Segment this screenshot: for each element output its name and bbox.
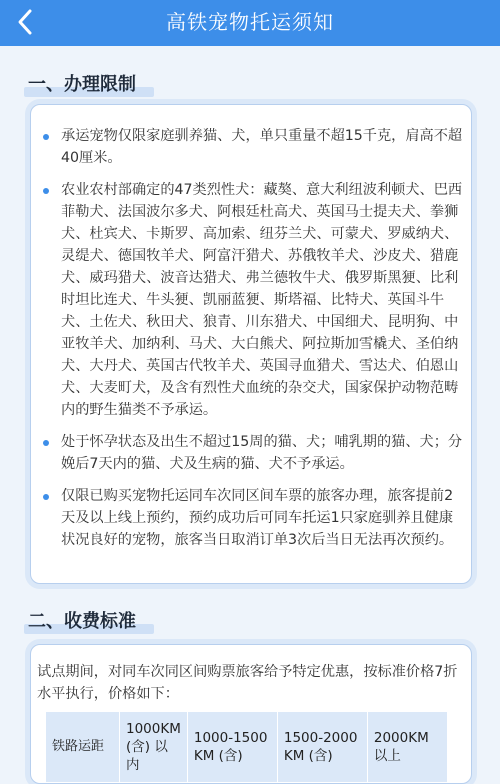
list-item-text: 仅限已购买宠物托运同车次同区间车票的旅客办理，旅客提前2天及以上线上预约，预约成功后可同车托运1只家庭驯养且健康状况良好的宠物，旅客当日取消订单3次后当日无法再次预约。 [61, 488, 454, 548]
section-heading-text: 一、办理限制 [28, 74, 136, 95]
table-header-cell: 1000-1500 KM (含) [187, 712, 277, 783]
section-heading-text: 二、收费标准 [28, 611, 136, 632]
list-item-text: 农业农村部确定的47类烈性犬：藏獒、意大利纽波利顿犬、巴西菲勒犬、法国波尔多犬、阿根廷杜高犬、英国马士提夫犬、拳狮犬、杜宾犬、卡斯罗、高加索、纽芬兰犬、可蒙犬、罗威纳犬、灵缇犬、德国牧羊犬、阿富汗猎犬、苏俄牧羊犬、沙皮犬、猎鹿犬、威玛猎犬、波音达猎犬、弗兰德牧牛犬、俄罗斯黑㹴、比利时坦比连犬、牛头㹴、凯丽蓝㹴、斯塔福、比特犬、英国斗牛犬、土佐犬、秋田犬、狼青、川东猎犬、中国细犬、昆明狗、中亚牧羊犬、加纳利、马犬、大白熊犬、阿拉斯加雪橇犬、圣伯纳犬、大丹犬、英国古代牧羊犬、英国寻血猎犬、雪达犬、伯恩山犬、大麦町犬，及含有烈性犬血统的杂交犬，国家保护动物范畴内的野生猫类不予承运。 [61, 182, 463, 418]
table-header-cell: 2000KM 以上 [367, 712, 447, 783]
list-item [43, 431, 463, 475]
bullet-dot-icon [43, 134, 49, 140]
table-header-row [46, 712, 448, 783]
list-item [43, 179, 463, 421]
list-item-text: 承运宠物仅限家庭驯养猫、犬，单只重量不超15千克，肩高不超40厘米。 [61, 128, 463, 166]
fees-intro-text: 试点期间，对同车次同区间购票旅客给予特定优惠，按标准价格7折水平执行，价格如下： [37, 664, 458, 702]
top-nav-bar [0, 0, 500, 46]
section-heading-restrictions [28, 70, 136, 100]
table-header-cell: 铁路运距 [46, 712, 120, 783]
list-item [43, 125, 463, 169]
list-item-text: 处于怀孕状态及出生不超过15周的猫、犬；哺乳期的猫、犬；分娩后7天内的猫、犬及生病的猫、犬不予承运。 [61, 434, 463, 472]
list-item [43, 485, 463, 551]
section-heading-fees [28, 607, 136, 637]
bullet-dot-icon [43, 494, 49, 500]
fee-table [45, 711, 448, 783]
table-header-cell: 1500-2000 KM (含) [277, 712, 367, 783]
table-header-cell: 1000KM (含) 以内 [120, 712, 188, 783]
bullet-dot-icon [43, 440, 49, 446]
fees-card [30, 644, 472, 784]
page-title: 高铁宠物托运须知 [166, 10, 334, 34]
restrictions-card [30, 104, 472, 584]
bullet-dot-icon [43, 188, 49, 194]
